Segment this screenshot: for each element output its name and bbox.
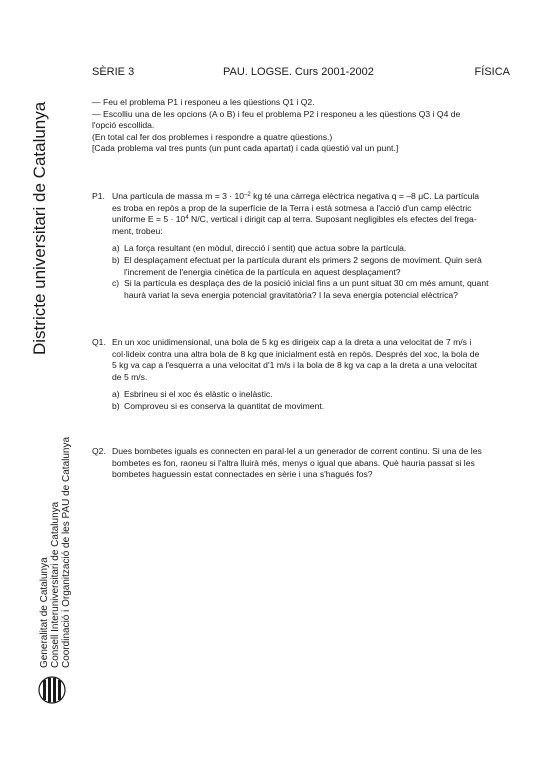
instructions-block — [92, 97, 512, 155]
instruction-line: — Escolliu una de les opcions (A o B) i feu el problema P2 i responeu a les qüestions Q3 i Q4 de — [92, 108, 461, 119]
p1-line: Una partícula de massa $m = 3 \cdot 10^{-2}$ kg té una càrrega elèctrica negativa q = –8 μC. La partícula — [112, 191, 480, 201]
instruction-line: (En total cal fer dos problemes i respondre a quatre qüestions.) — [92, 131, 333, 142]
p1-part-a: a) La força resultant (en mòdul, direcció i sentit) que actua sobre la partícula. — [112, 243, 407, 254]
p1-line: uniforme $E = 5 \cdot 10^4$ N/C, vertical i dirigit cap al terra. Suposant negligibles els efectes del frega- — [112, 214, 477, 225]
exam-title: PAU. LOGSE. Curs 2001-2002 — [223, 66, 374, 78]
q1-line: de 5 m/s. — [112, 371, 148, 382]
q2-line: bombetes haguessin estat connectades en sèrie i una s'hagués fos? — [112, 469, 373, 480]
instruction-line: — Feu el problema P1 i responeu a les qüestions Q1 i Q2. — [92, 97, 315, 107]
problem-p1 — [92, 191, 512, 301]
q2-line: Dues bombetes iguals es connecten en paral·lel a un generador de corrent continu. Si una de les — [112, 446, 482, 456]
p1-part-c: c) Si la partícula es desplaça des de la posició inicial fins a un punt situat 30 cm més amunt, quant haurà variat la seva energia potencial gravitatòria? I la seva energia potencial elèctrica? — [112, 278, 489, 300]
question-q2 — [92, 446, 512, 481]
p1-line: ment, trobeu: — [112, 225, 163, 236]
question-q1 — [92, 337, 512, 413]
org-line-coordinacio: Coordinació i Organització de les PAU de Catalunya — [61, 436, 72, 668]
district-vertical-title: Districte universitari de Catalunya — [30, 101, 49, 355]
subject-label: FÍSICA — [474, 66, 510, 78]
instruction-line: l'opció escollida. — [92, 120, 155, 131]
question-number: Q2. — [92, 446, 106, 456]
org-line-consell: Consell Interuniversitari de Catalunya — [50, 501, 61, 668]
q1-line: 5 kg va cap a l'esquerra a una velocitat d'1 m/s i la bola de 8 kg va cap a la dreta a una velocitat — [112, 360, 477, 371]
q1-part-b: b) Comproveu si es conserva la quantitat de moviment. — [112, 400, 325, 411]
instruction-line: [Cada problema val tres punts (un punt cada apartat) i cada qüestió val un punt.] — [92, 143, 399, 154]
q1-line: En un xoc unidimensional, una bola de 5 kg es dirigeix cap a la dreta a una velocitat de 7 m/s i — [112, 337, 472, 347]
generalitat-logo-icon — [38, 676, 66, 704]
page-header — [92, 66, 510, 80]
q2-line: bombetes es fon, raoneu si l'altra lluirà més, menys o igual que abans. Què hauria passat si les — [112, 457, 475, 468]
q1-part-a: a) Esbrineu si el xoc és elàstic o inelàstic. — [112, 389, 273, 400]
series-label: SÈRIE 3 — [92, 66, 135, 78]
problem-number: P1. — [92, 191, 105, 201]
p1-line: es troba en repòs a prop de la superfície de la Terra i està sotmesa a l'acció d'un camp elèctric — [112, 202, 472, 213]
p1-part-b: b) El desplaçament efectuat per la partícula durant els primers 2 segons de moviment. Quin serà l'increment de l'energia cinètica de la partícula en aquest desplaçament? — [112, 254, 482, 277]
org-line-generalitat: Generalitat de Catalunya — [39, 557, 50, 668]
question-number: Q1. — [92, 337, 106, 347]
q1-line: col·lideix contra una altra bola de 8 kg que inicialment està en repòs. Després del xoc, la bola de — [112, 348, 480, 359]
